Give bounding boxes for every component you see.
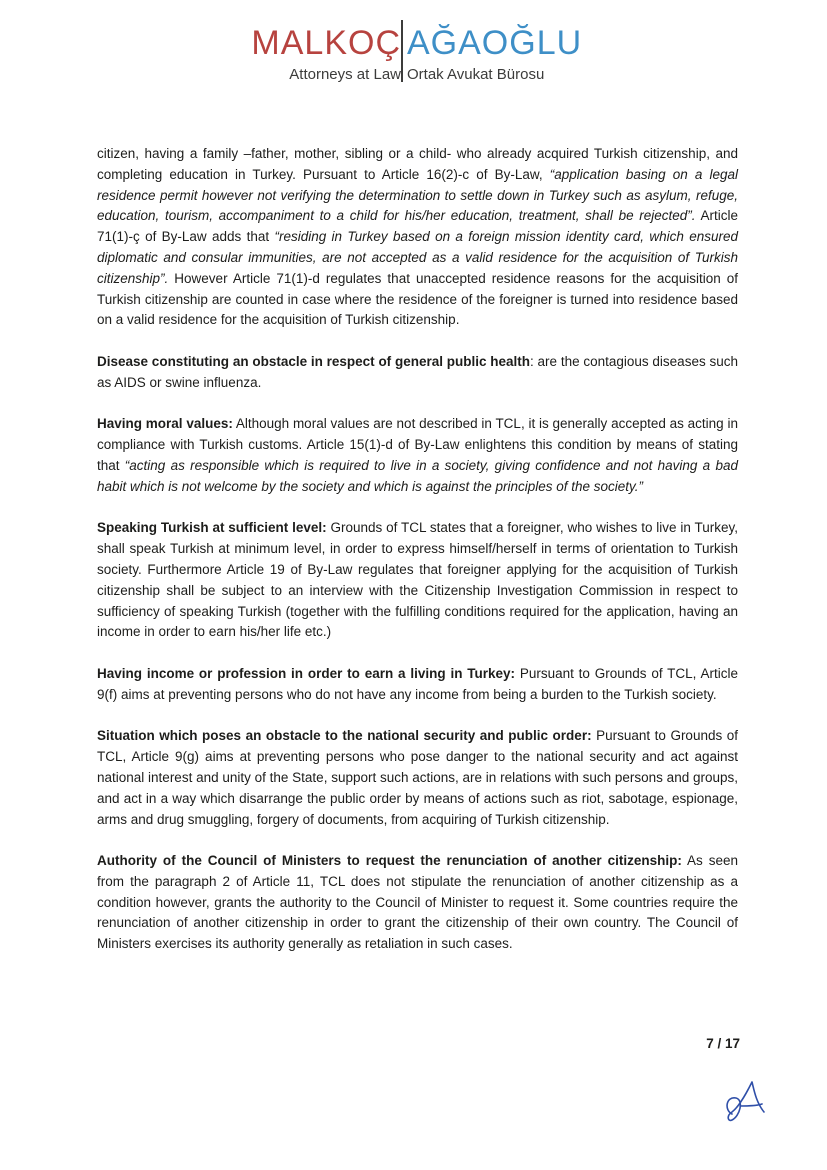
quoted-text: “residing in Turkey based on a foreign mission identity card, which ensured diplomatic and consular immunities, are not accepted as a valid residence for the acquisition of Turkish citizenship”. [97,229,738,286]
logo-left [251,24,401,84]
paragraph-text: Pursuant to Grounds of TCL, Article 9(f) aims at preventing persons who do not have any income from being a burden to the Turkish society. [97,665,738,702]
paragraph [97,414,738,497]
paragraph [97,352,738,394]
paragraph [97,144,738,331]
paragraph [97,518,738,643]
paragraph [97,726,738,830]
paragraph-text: Article 71(1)-ç of By-Law adds that [97,208,738,245]
document-body [97,144,738,976]
paragraph-text: Although moral values are not described in TCL, it is generally accepted as acting in compliance with Turkish customs. Article 15(1)-d of By-Law enlightens this condition by means of stating that [97,416,738,473]
paragraph [97,664,738,706]
paragraph-heading: Situation which poses an obstacle to the national security and public order: [97,728,592,744]
paragraph-heading: Speaking Turkish at sufficient level: [97,520,327,536]
brand-name-left: MALKOÇ [251,24,401,62]
paragraph-text: Pursuant to Grounds of TCL, Article 9(g) aims at preventing persons who pose danger to the national security and act against national interest and unity of the State, support such actions, are in relations with such persons and groups, and act in a way which disarrange the public order by means of actions such as riot, sabotage, espionage, arms and drug smuggling, forgery of documents, from acquiring of Turkish citizenship. [97,728,738,827]
paragraph-text: : are the contagious diseases such as AIDS or swine influenza. [97,353,738,390]
paragraph-text: citizen, having a family –father, mother, sibling or a child- who already acquired Turkish citizenship, and completing education in Turkey. Pursuant to Article 16(2)-c of By-Law, [97,146,738,182]
handwritten-signature [718,1076,768,1126]
page-number: 7 / 17 [706,1036,740,1051]
paragraph-text: Grounds of TCL states that a foreigner, who wishes to live in Turkey, shall speak Turkish at minimum level, in order to express himself/herself in terms of orientation to Turkish society. Furthermore Article 19 of By-Law regulates that foreigner applying for the acquisition of Turkish citizenship shall be subject to an interview with the Citizenship Investigation Commission in respect to sufficiency of speaking Turkish (together with the fulfilling conditions required for the application, having an income in order to earn his/her life etc.) [97,520,739,640]
tagline-right: Ortak Avukat Bürosu [407,66,545,83]
paragraph-heading: Having moral values: [97,416,233,432]
paragraph-heading: Disease constituting an obstacle in respect of general public health [97,353,531,369]
brand-name-right: AĞAOĞLU [407,24,583,62]
letterhead [0,18,827,90]
quoted-text: “acting as responsible which is required to live in a society, giving confidence and not having a bad habit which is not welcome by the society and which is against the principles of the society.” [97,457,738,494]
logo-right [407,24,582,84]
logo-divider [401,20,403,82]
paragraph-heading: Authority of the Council of Ministers to request the renunciation of another citizenship: [97,853,682,869]
paragraph-text: As seen from the paragraph 2 of Article 11, TCL does not stipulate the renunciation of another citizenship as a condition however, grants the authority to the Council of Minister to request it. Some countries require the renunciation of another citizenship in order to grant the citizenship of their own country. The Council of Ministers exercises its authority generally as retaliation in such cases. [97,853,738,952]
tagline-left: Attorneys at Law [289,66,401,83]
paragraph [97,851,738,955]
quoted-text: “application basing on a legal residence permit however not verifying the determination to settle down in Turkey such as asylum, refuge, education, tourism, accompaniment to a child for his/her education, treatment, shall be rejected”. [97,166,738,224]
paragraph-text: However Article 71(1)-d regulates that unaccepted residence reasons for the acquisition of Turkish citizenship are counted in case where the residence of the foreigner is turned into residence based on a valid residence for the acquisition of Turkish citizenship. [97,270,738,328]
paragraph-heading: Having income or profession in order to earn a living in Turkey: [97,665,516,681]
